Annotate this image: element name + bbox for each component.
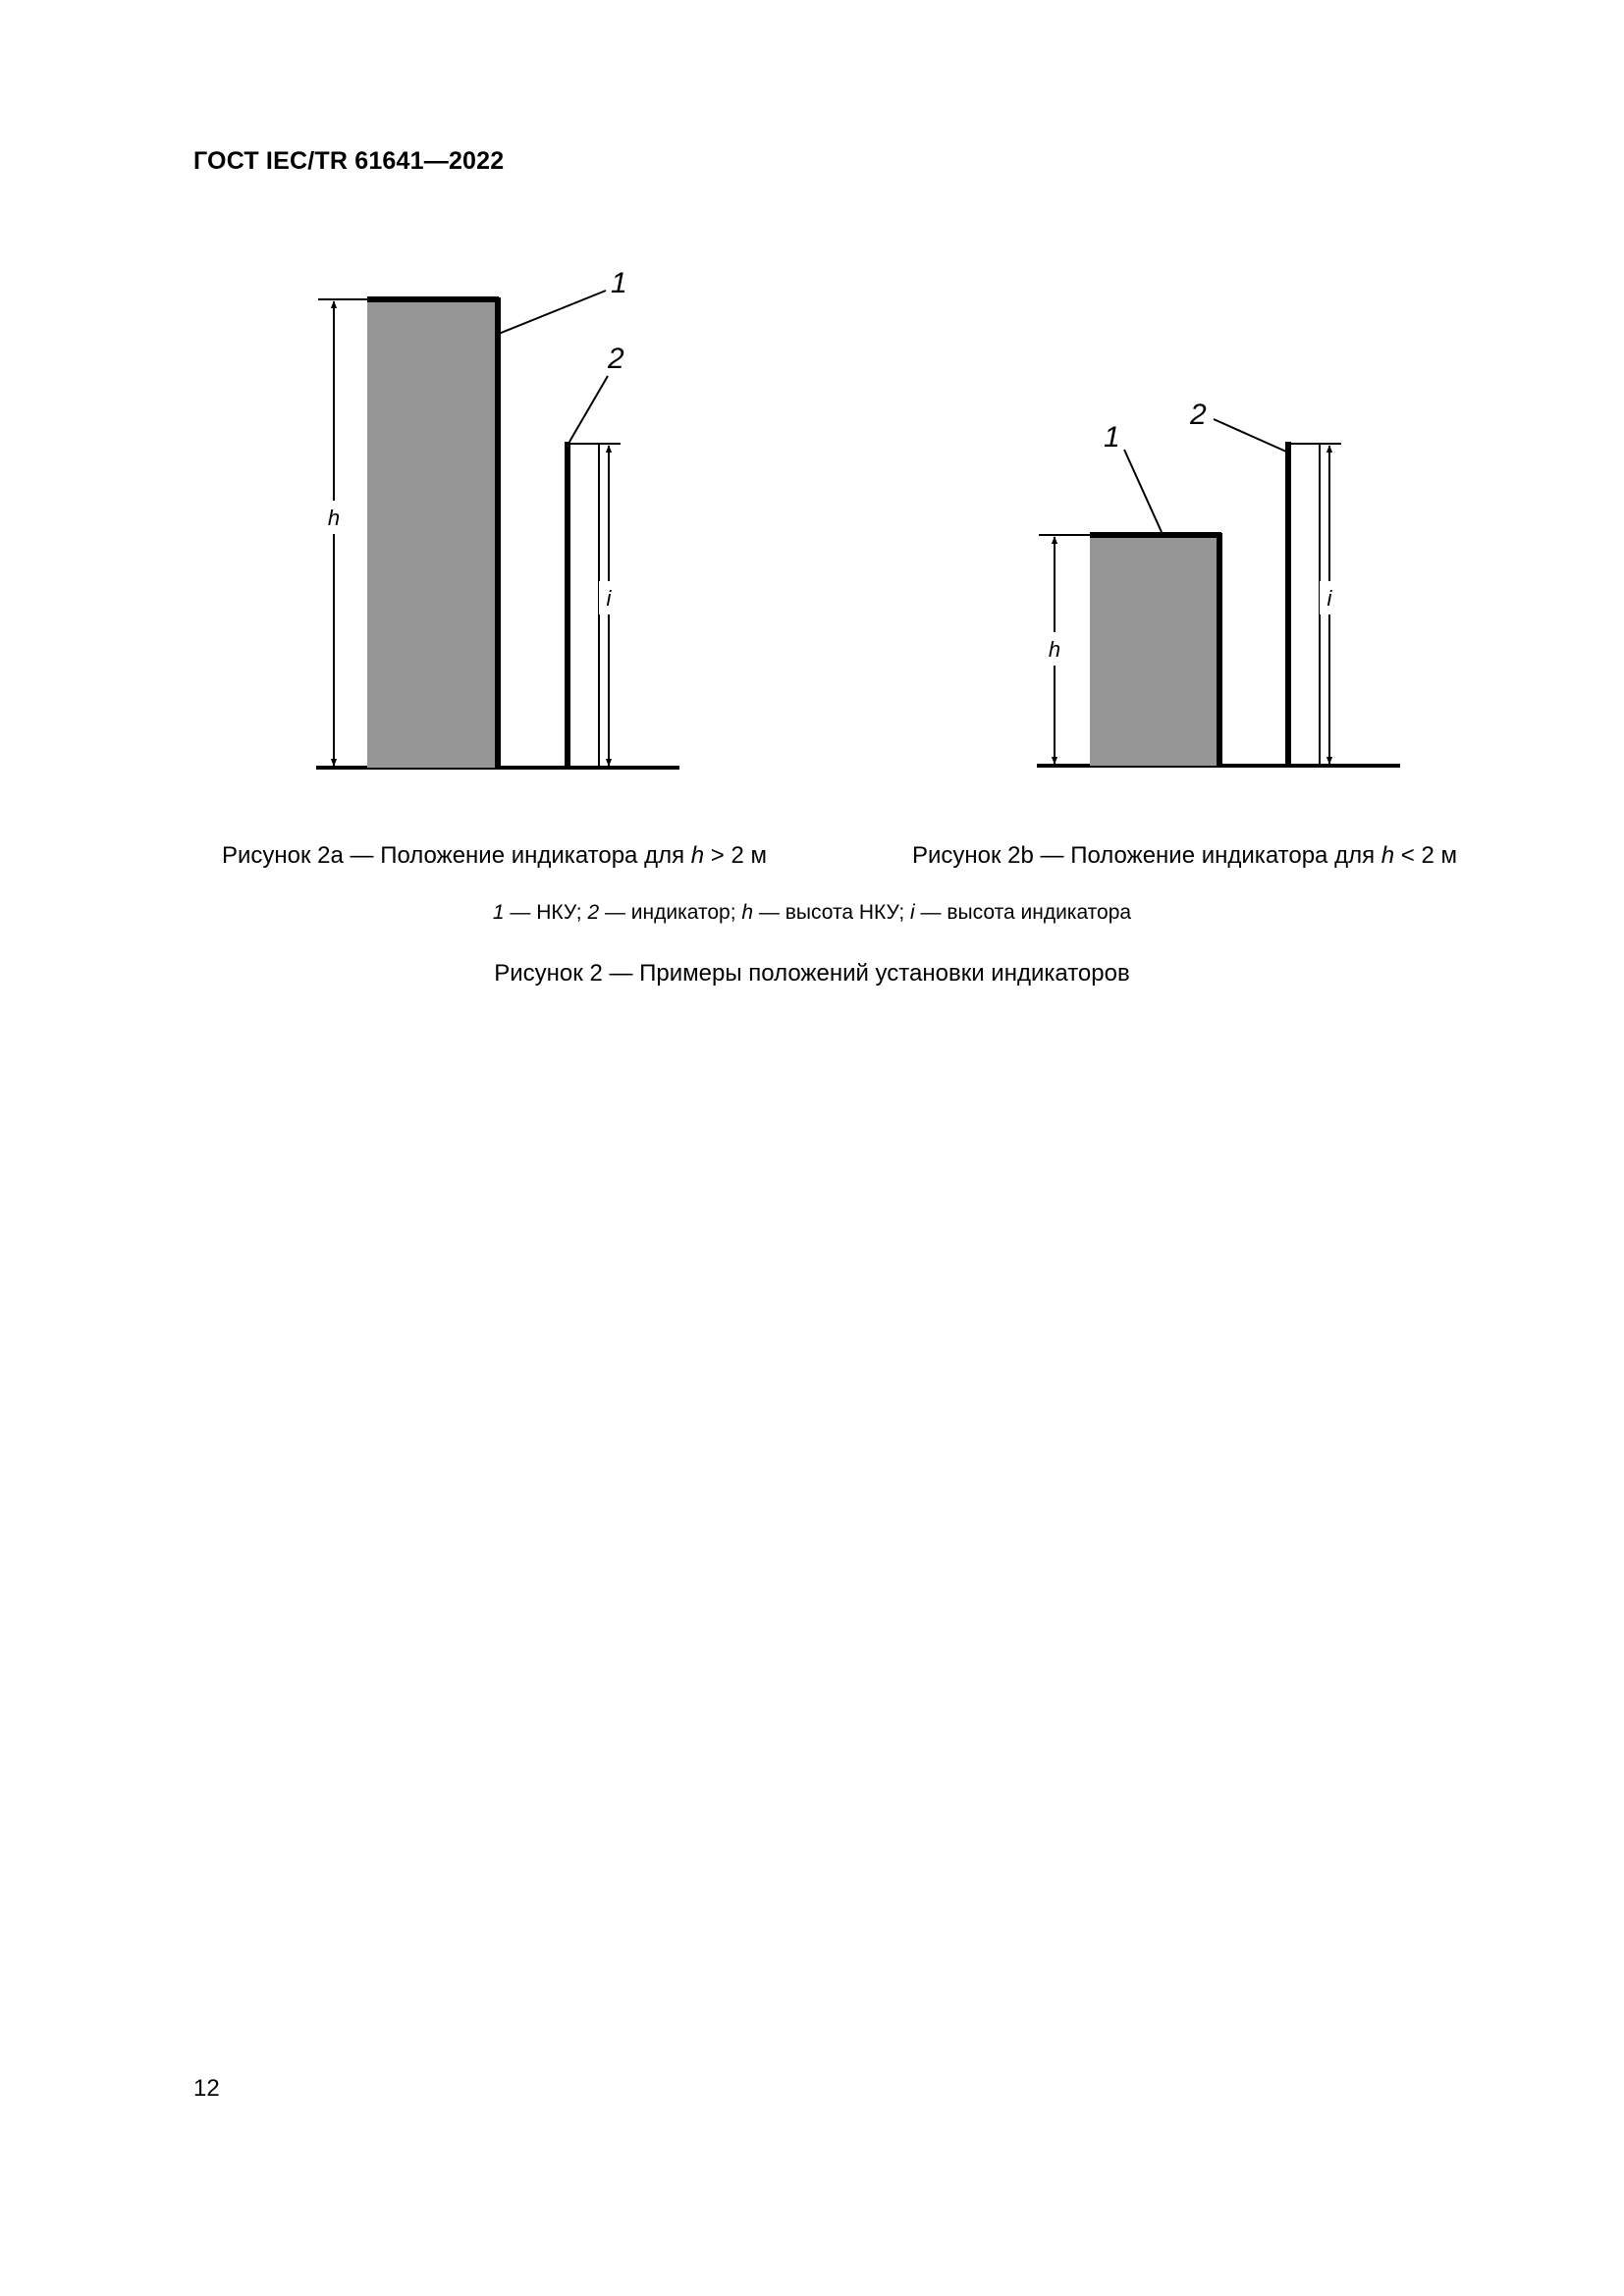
figure-legend: 1 — НКУ; 2 — индикатор; h — высота НКУ; i — высота индикатора xyxy=(492,901,1132,924)
cabinet-a xyxy=(367,299,497,768)
label-1-b: 1 xyxy=(1104,421,1120,454)
dim-h-a-label: h xyxy=(327,506,341,530)
caption-figure-2a: Рисунок 2a — Положение индикатора для h > 2 м xyxy=(222,842,767,869)
dim-i-a-label: i xyxy=(606,586,612,611)
figure-title: Рисунок 2 — Примеры положений установки индикаторов xyxy=(494,960,1130,987)
figure-2a xyxy=(316,267,679,768)
label-2-a: 2 xyxy=(608,343,624,375)
caption-figure-2b: Рисунок 2b — Положение индикатора для h < 2 м xyxy=(912,842,1457,869)
cabinet-b xyxy=(1090,536,1219,766)
leader-2-b xyxy=(1214,419,1286,452)
figure-2-drawing xyxy=(0,0,1624,883)
page-number: 12 xyxy=(193,2075,220,2102)
label-1-a: 1 xyxy=(611,267,627,299)
label-2-b: 2 xyxy=(1190,399,1207,431)
document-header: ГОСТ IEC/TR 61641—2022 xyxy=(193,147,505,175)
leader-2-a xyxy=(569,376,608,442)
dim-h-b-label: h xyxy=(1048,637,1061,662)
leader-1-a xyxy=(499,291,606,334)
dim-i-b-label: i xyxy=(1326,586,1332,611)
figure-2b xyxy=(1037,399,1400,766)
leader-1-b xyxy=(1124,450,1162,532)
